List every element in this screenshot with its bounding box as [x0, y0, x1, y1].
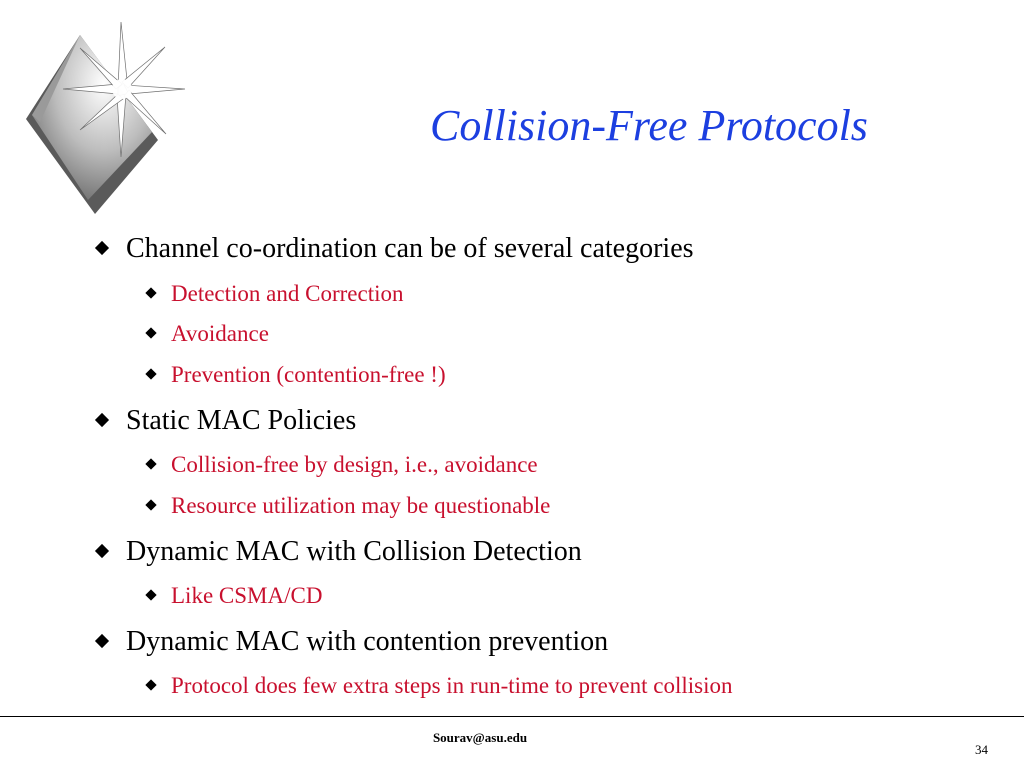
diamond-bullet-icon	[145, 287, 156, 298]
bullet-item	[126, 625, 608, 659]
sub-bullet-text: Collision-free by design, i.e., avoidance	[171, 452, 538, 477]
sub-bullet-text: Like CSMA/CD	[171, 583, 323, 608]
sub-bullet-text: Resource utilization may be questionable	[171, 493, 551, 518]
sub-bullet-item	[171, 361, 446, 389]
diamond-bullet-icon	[145, 589, 156, 600]
sub-bullet-text: Detection and Correction	[171, 281, 404, 306]
diamond-bullet-icon	[145, 499, 156, 510]
sub-bullet-item	[171, 492, 550, 520]
sub-bullet-item	[171, 280, 403, 308]
footer-email: Sourav@asu.edu	[432, 730, 528, 745]
bullet-item	[126, 404, 356, 438]
diamond-bullet-icon	[145, 458, 156, 469]
bullet-text: Channel co-ordination can be of several categories	[126, 233, 694, 264]
bullet-text: Dynamic MAC with Collision Detection	[126, 536, 582, 567]
diamond-bullet-icon	[145, 327, 156, 338]
diamond-bullet-icon	[145, 368, 156, 379]
bullet-text: Dynamic MAC with contention prevention	[126, 626, 609, 657]
bullet-item	[126, 535, 582, 569]
diamond-bullet-icon	[95, 544, 109, 558]
sub-bullet-item	[171, 451, 538, 479]
sub-bullet-item	[171, 320, 269, 348]
sub-bullet-item	[171, 672, 732, 700]
diamond-bullet-icon	[95, 634, 109, 648]
sub-bullet-text: Protocol does few extra steps in run-time to prevent collision	[171, 673, 733, 698]
diamond-bullet-icon	[95, 413, 109, 427]
diamond-bullet-icon	[145, 679, 156, 690]
footer-divider	[0, 716, 1024, 717]
diamond-bullet-icon	[95, 241, 109, 255]
sub-bullet-item	[171, 582, 322, 610]
bullet-text: Static MAC Policies	[126, 405, 357, 436]
sub-bullet-text: Prevention (contention-free !)	[171, 362, 446, 387]
page-number: 34	[975, 742, 988, 757]
sub-bullet-text: Avoidance	[171, 321, 269, 346]
bullet-item	[126, 232, 694, 266]
slide-title: Collision-Free Protocols	[430, 101, 868, 150]
